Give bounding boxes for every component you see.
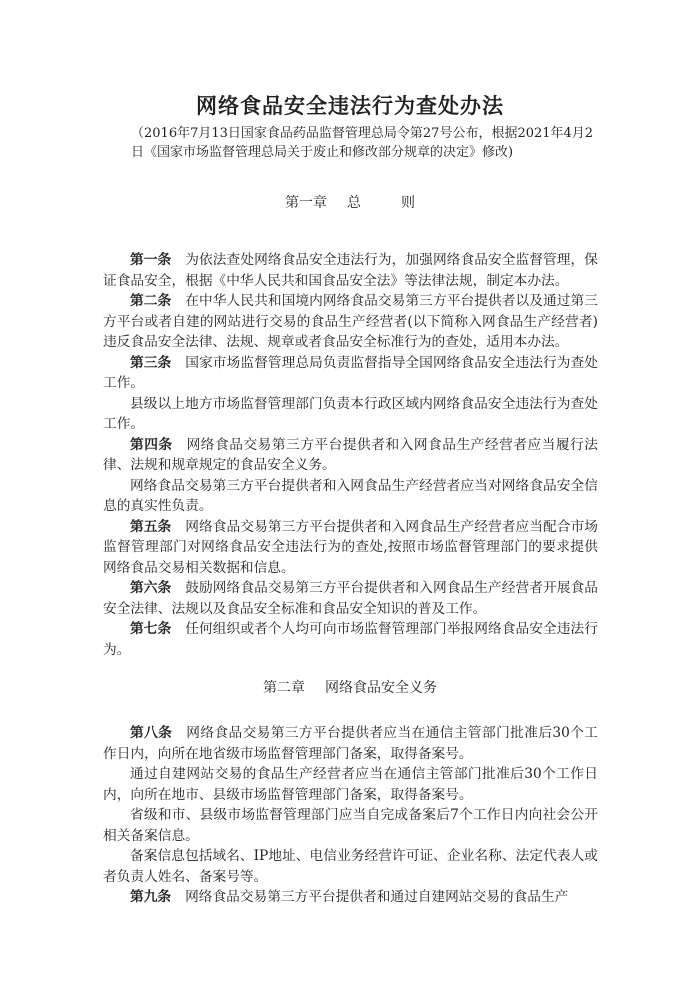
paragraph-text: 网络食品交易第三方平台提供者和入网食品生产经营者应当履行法律、法规和规章规定的食品安全义务。	[103, 436, 598, 473]
chapter-name-part: 总	[347, 195, 361, 211]
paragraph	[103, 619, 598, 660]
article-number: 第一条	[130, 252, 172, 268]
paragraph-text: 鼓励网络食品交易第三方平台提供者和入网食品生产经营者开展食品安全法律、法规以及食品安全标准和食品安全知识的普及工作。	[103, 580, 598, 617]
chapter-number: 第一章	[285, 195, 327, 211]
paragraph	[103, 476, 598, 517]
paragraph-text: 通过自建网站交易的食品生产经营者应当在通信主管部门批准后30个工作日内，向所在地市、县级市场监督管理部门备案，取得备案号。	[103, 766, 598, 803]
paragraph	[103, 353, 598, 394]
paragraph-text: 网络食品交易第三方平台提供者和入网食品生产经营者应当对网络食品安全信息的真实性负责。	[103, 477, 598, 514]
paragraph	[103, 846, 598, 887]
paragraph	[103, 723, 598, 764]
paragraph-text: 县级以上地方市场监督管理部门负责本行政区域内网络食品安全违法行为查处工作。	[103, 395, 598, 432]
paragraph	[103, 578, 598, 619]
article-number: 第七条	[130, 621, 172, 637]
paragraph-text: 备案信息包括域名、IP地址、电信业务经营许可证、企业名称、法定代表人或者负责人姓名、备案号等。	[103, 848, 598, 885]
article-number: 第四条	[130, 436, 173, 453]
paragraph	[103, 394, 598, 435]
paragraph	[103, 764, 598, 805]
chapter-2-body	[103, 723, 598, 908]
paragraph	[103, 291, 598, 353]
paragraph-text: 网络食品交易第三方平台提供者和通过自建网站交易的食品生产	[185, 889, 569, 905]
paragraph-text: 网络食品交易第三方平台提供者应当在通信主管部门批准后30个工作日内，向所在地省级市场监督管理部门备案，取得备案号。	[103, 725, 598, 762]
paragraph-text: 国家市场监督管理总局负责监督指导全国网络食品安全违法行为查处工作。	[103, 354, 598, 391]
chapter-1-body	[103, 250, 598, 660]
chapter-name-part: 则	[401, 195, 415, 211]
article-number: 第三条	[130, 354, 172, 371]
paragraph	[103, 517, 598, 579]
article-number: 第五条	[130, 518, 172, 535]
paragraph	[103, 435, 598, 476]
document-title: 网络食品安全违法行为查处办法	[196, 93, 504, 118]
article-number: 第八条	[130, 725, 173, 741]
chapter-2-heading	[0, 677, 700, 697]
paragraph	[103, 887, 598, 908]
article-number: 第六条	[130, 580, 172, 596]
paragraph-text: 在中华人民共和国境内网络食品交易第三方平台提供者以及通过第三方平台或者自建的网站进行交易的食品生产经营者(以下简称入网食品生产经营者)违反食品安全法律、法规、规章或者食品安全标准行为的查处，适用本办法。	[103, 293, 598, 350]
paragraph	[103, 250, 598, 291]
paragraph	[103, 805, 598, 846]
chapter-number: 第二章	[263, 680, 305, 696]
chapter-name: 网络食品安全义务	[325, 680, 437, 696]
paragraph-text: 为依法查处网络食品安全违法行为，加强网络食品安全监督管理，保证食品安全，根据《中华人民共和国食品安全法》等法律法规，制定本办法。	[103, 252, 598, 289]
paragraph-text: 网络食品交易第三方平台提供者和入网食品生产经营者应当配合市场监督管理部门对网络食品安全违法行为的查处,按照市场监督管理部门的要求提供网络食品交易相关数据和信息。	[103, 518, 598, 576]
paragraph-text: 省级和市、县级市场监督管理部门应当自完成备案后7个工作日内向社会公开相关备案信息。	[103, 807, 598, 844]
document-subtitle: （2016年7月13日国家食品药品监督管理总局令第27号公布，根据2021年4月2日《国家市场监督管理总局关于废止和修改部分规章的决定》修改)	[131, 126, 594, 160]
article-number: 第二条	[130, 293, 172, 309]
chapter-1-heading	[0, 192, 700, 212]
paragraph-text: 任何组织或者个人均可向市场监督管理部门举报网络食品安全违法行为。	[103, 621, 598, 658]
article-number: 第九条	[130, 889, 172, 905]
